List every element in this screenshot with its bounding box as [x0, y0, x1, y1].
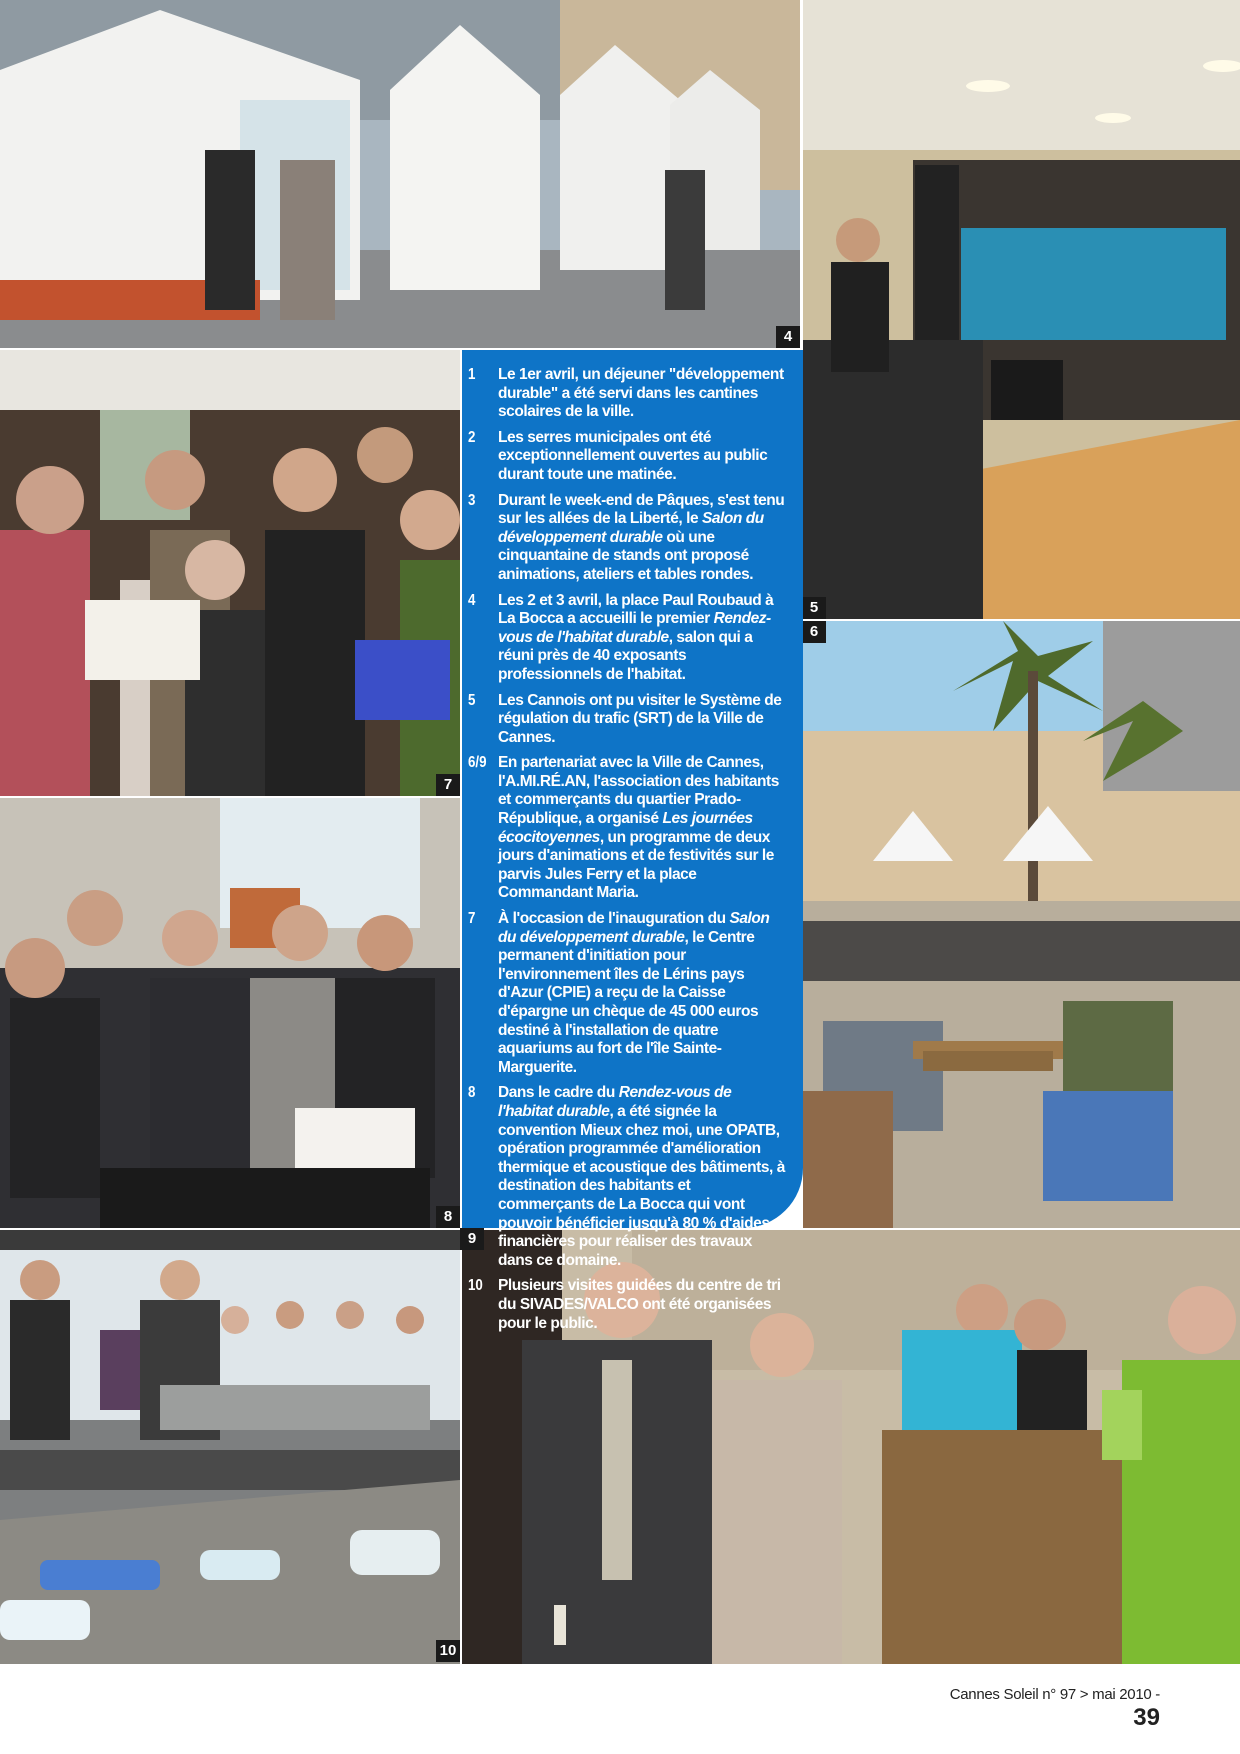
square-illustration	[803, 621, 1240, 1228]
caption-italic-title: Salon du développement durable	[498, 510, 764, 546]
caption-number: 5	[468, 691, 476, 709]
photo-5-control-room	[803, 0, 1240, 619]
caption-text: Plusieurs visites guidées du centre de tri du SIVADES/VALCO ont été organisées pour le public.	[498, 1277, 781, 1332]
signing-illustration	[0, 798, 460, 1228]
caption-text	[498, 910, 789, 1077]
caption-item	[468, 754, 789, 903]
caption-number: 6/9	[468, 754, 487, 772]
caption-text	[498, 592, 789, 685]
photo-number-7: 7	[436, 774, 460, 796]
control-room-illustration	[803, 0, 1240, 619]
caption-text	[498, 1084, 789, 1270]
caption-italic-title: Rendez-vous de l'habitat durable	[498, 1084, 732, 1120]
sorting-centre-illustration	[0, 1230, 460, 1664]
caption-number: 8	[468, 1084, 476, 1102]
photo-7-cheque	[0, 350, 460, 796]
caption-item	[468, 910, 789, 1077]
cheque-illustration	[0, 350, 460, 796]
photo-number-4: 4	[776, 326, 800, 348]
caption-item	[468, 692, 789, 748]
caption-italic-title: Salon du développement durable	[498, 910, 770, 946]
caption-number: 2	[468, 428, 476, 446]
caption-item	[468, 492, 789, 585]
caption-text-part: , salon qui a réuni près de 40 exposants professionnels de l'habitat.	[498, 628, 753, 683]
caption-text-part: , le Centre permanent d'initiation pour l'environnement îles de Lérins pays d'Azur (CPIE) a reçu de la Caisse d'épargne un chèque de 45 000 euros destiné à l'installation de quatre aquariums au fort de l'île Sainte-Marguerite.	[498, 928, 759, 1076]
caption-text: Les Cannois ont pu visiter le Système de régulation du trafic (SRT) de la Ville de Cannes.	[498, 691, 782, 746]
caption-number: 1	[468, 366, 476, 383]
photo-number-5: 5	[802, 597, 826, 619]
caption-item	[468, 592, 789, 685]
caption-item	[468, 1084, 789, 1270]
caption-text	[498, 754, 789, 903]
caption-text: Les serres municipales ont été exceptionnellement ouvertes au public durant toute une matinée.	[498, 428, 768, 483]
caption-text-part: En partenariat avec la Ville de Cannes, l'A.MI.RÉ.AN, l'association des habitants et commerçants du quartier Prado-République, a organisé	[498, 754, 779, 828]
caption-item	[468, 429, 789, 485]
tents-illustration	[0, 0, 800, 348]
caption-italic-title: Rendez-vous de l'habitat durable	[498, 610, 771, 646]
page-number: 39	[1133, 1704, 1160, 1731]
caption-item	[468, 366, 789, 422]
publication-info: Cannes Soleil n° 97 > mai 2010 -	[949, 1686, 1160, 1703]
captions-list	[468, 366, 789, 1333]
caption-text	[498, 492, 789, 585]
caption-number: 7	[468, 910, 476, 928]
photo-4-tents	[0, 0, 800, 348]
caption-text-part: Durant le week-end de Pâques, s'est tenu sur les allées de la Liberté, le	[498, 491, 785, 528]
photo-6-square	[803, 621, 1240, 1228]
photo-number-8: 8	[436, 1206, 460, 1228]
page-footer	[920, 1686, 1160, 1732]
captions-panel	[462, 350, 803, 1332]
photo-8-signing	[0, 798, 460, 1228]
photo-number-6: 6	[802, 621, 826, 643]
caption-number: 3	[468, 491, 476, 509]
caption-number: 10	[468, 1277, 483, 1295]
photo-number-10: 10	[436, 1640, 460, 1662]
photo-10-sorting-centre	[0, 1230, 460, 1664]
caption-italic-title: Les journées écocitoyennes	[498, 810, 753, 846]
caption-item	[468, 1277, 789, 1333]
caption-text-part: , un programme de deux jours d'animations et de festivités sur le parvis Jules Ferry et la place Commandant Maria.	[498, 828, 774, 902]
caption-text: Le 1er avril, un déjeuner "développement durable" a été servi dans les cantines scolaires de la ville.	[498, 366, 784, 421]
caption-text-part: , a été signée la convention Mieux chez moi, une OPATB, opération programmée d'amélioration thermique et acoustique des bâtiments, à destination des habitants et commerçants de La Bocca qui vont pouvoir bénéficier jusqu'à 80 % d'aides financières pour réaliser des travaux dans ce domaine.	[498, 1102, 785, 1269]
caption-text-part: où une cinquantaine de stands ont proposé animations, ateliers et tables rondes.	[498, 528, 754, 583]
caption-number: 4	[468, 591, 476, 609]
caption-text-part: Dans le cadre du	[498, 1084, 619, 1102]
caption-text-part: Les 2 et 3 avril, la place Paul Roubaud à La Bocca a accueilli le premier	[498, 591, 774, 628]
photo-number-9: 9	[460, 1228, 484, 1250]
caption-text-part: À l'occasion de l'inauguration du	[498, 910, 730, 928]
